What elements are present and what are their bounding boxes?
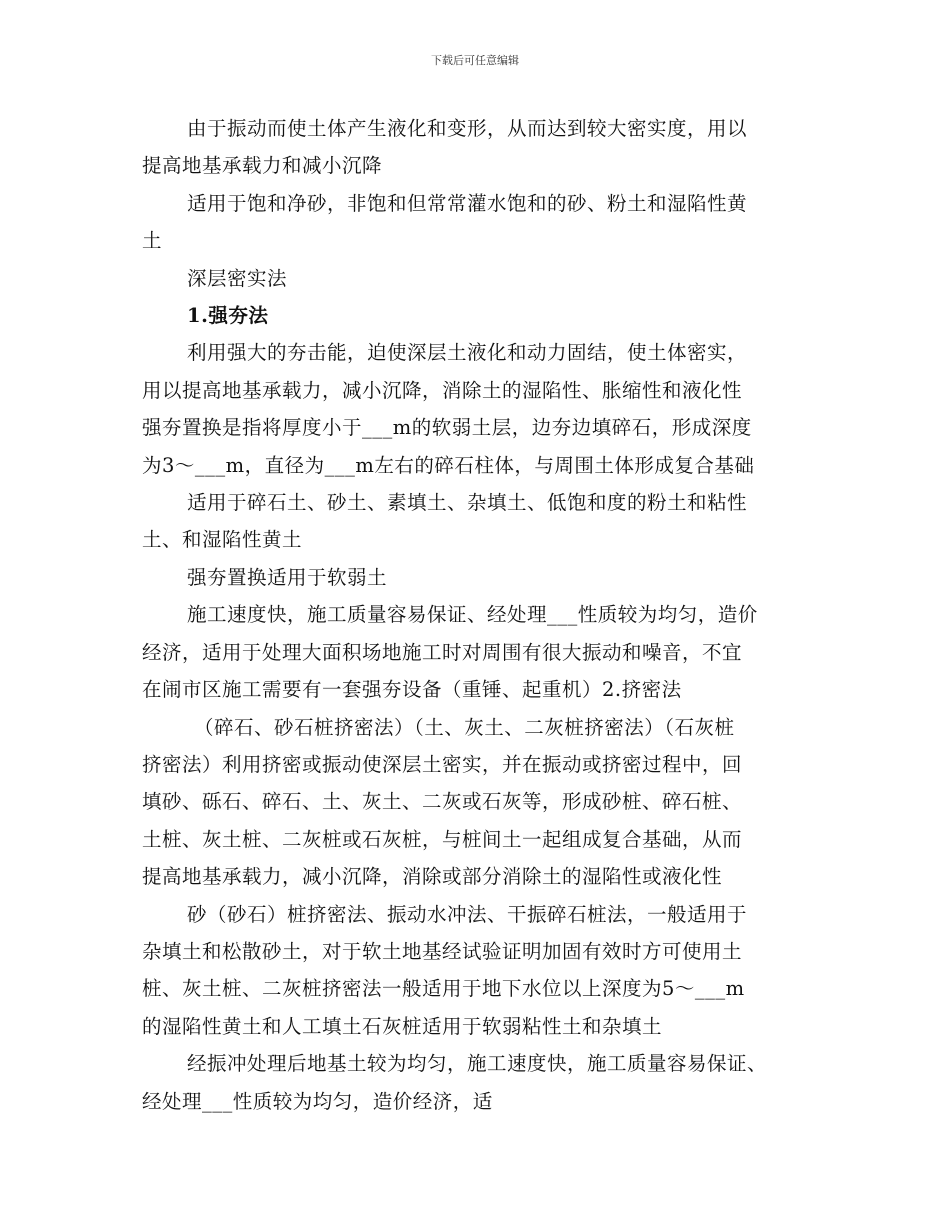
text-line: 由于振动而使土体产生液化和变形，从而达到较大密实度，用以 bbox=[187, 117, 748, 140]
text-line: 适用于饱和净砂，非饱和但常常灌水饱和的砂、粉土和湿陷性黄 bbox=[187, 191, 748, 215]
text-line: 深层密实法 bbox=[187, 266, 288, 290]
paragraph bbox=[142, 559, 832, 596]
paragraph bbox=[142, 334, 832, 484]
text-line: 提高地基承载力，减小沉降，消除或部分消除土的湿陷性或液化性 bbox=[142, 865, 723, 889]
text-line: 利用强大的夯击能，迫使深层土液化和动力固结，使土体密实， bbox=[187, 341, 748, 365]
paragraph bbox=[142, 709, 832, 896]
text-line: 桩、灰土桩、二灰桩挤密法一般适用于地下水位以上深度为5～___m bbox=[142, 977, 745, 1001]
text-line: 经振冲处理后地基土较为均匀，施工速度快，施工质量容易保证、 bbox=[187, 1052, 768, 1076]
paragraph bbox=[142, 596, 832, 708]
text-line: 为3～___m，直径为___m左右的碎石柱体，与周围土体形成复合基础 bbox=[142, 453, 755, 477]
text-line: 用以提高地基承载力，减小沉降，消除土的湿陷性、胀缩性和液化性 bbox=[142, 378, 743, 402]
text-line: 土、和湿陷性黄土 bbox=[142, 528, 303, 552]
subsection-heading bbox=[142, 297, 832, 334]
text-line: 适用于碎石土、砂土、素填土、杂填土、低饱和度的粉土和粘性 bbox=[187, 491, 748, 515]
text-line: 杂填土和松散砂土，对于软土地基经试验证明加固有效时方可使用土 bbox=[142, 939, 743, 963]
text-line: 填砂、砾石、碎石、土、灰土、二灰或石灰等，形成砂桩、碎石桩、 bbox=[142, 790, 743, 814]
document-body bbox=[142, 110, 832, 1120]
paragraph bbox=[142, 185, 832, 260]
text-line: 强夯置换是指将厚度小于___m的软弱土层，边夯边填碎石，形成深度 bbox=[142, 416, 752, 440]
paragraph bbox=[142, 110, 832, 185]
paragraph bbox=[142, 896, 832, 1046]
text-line: 挤密法）利用挤密或振动使深层土密实，并在振动或挤密过程中，回 bbox=[142, 752, 743, 776]
text-line: 经济，适用于处理大面积场地施工时对周围有很大振动和噪音，不宜 bbox=[142, 640, 743, 664]
text-line: 施工速度快，施工质量容易保证、经处理___性质较为均匀，造价 bbox=[187, 603, 758, 627]
paragraph bbox=[142, 1045, 832, 1120]
text-line: 经处理___性质较为均匀，造价经济，适 bbox=[142, 1089, 493, 1113]
text-line: 提高地基承载力和减小沉降 bbox=[142, 154, 383, 178]
text-line: 土桩、灰土桩、二灰桩或石灰桩，与桩间土一起组成复合基础，从而 bbox=[142, 827, 743, 851]
section-title bbox=[142, 260, 832, 297]
text-line: 砂（砂石）桩挤密法、振动水冲法、干振碎石桩法，一般适用于 bbox=[187, 902, 748, 926]
text-line: 强夯置换适用于软弱土 bbox=[187, 565, 388, 589]
page-header: 下载后可任意编辑 bbox=[431, 54, 519, 67]
text-line: 的湿陷性黄土和人工填土石灰桩适用于软弱粘性土和杂填土 bbox=[142, 1014, 663, 1038]
text-line: 1.强夯法 bbox=[187, 304, 269, 328]
text-line: 土 bbox=[142, 229, 163, 253]
text-line: 在闹市区施工需要有一套强夯设备（重锤、起重机）2.挤密法 bbox=[142, 678, 682, 702]
text-line: （碎石、砂石桩挤密法）（土、灰土、二灰桩挤密法）（石灰桩 bbox=[194, 715, 735, 739]
paragraph bbox=[142, 484, 832, 559]
